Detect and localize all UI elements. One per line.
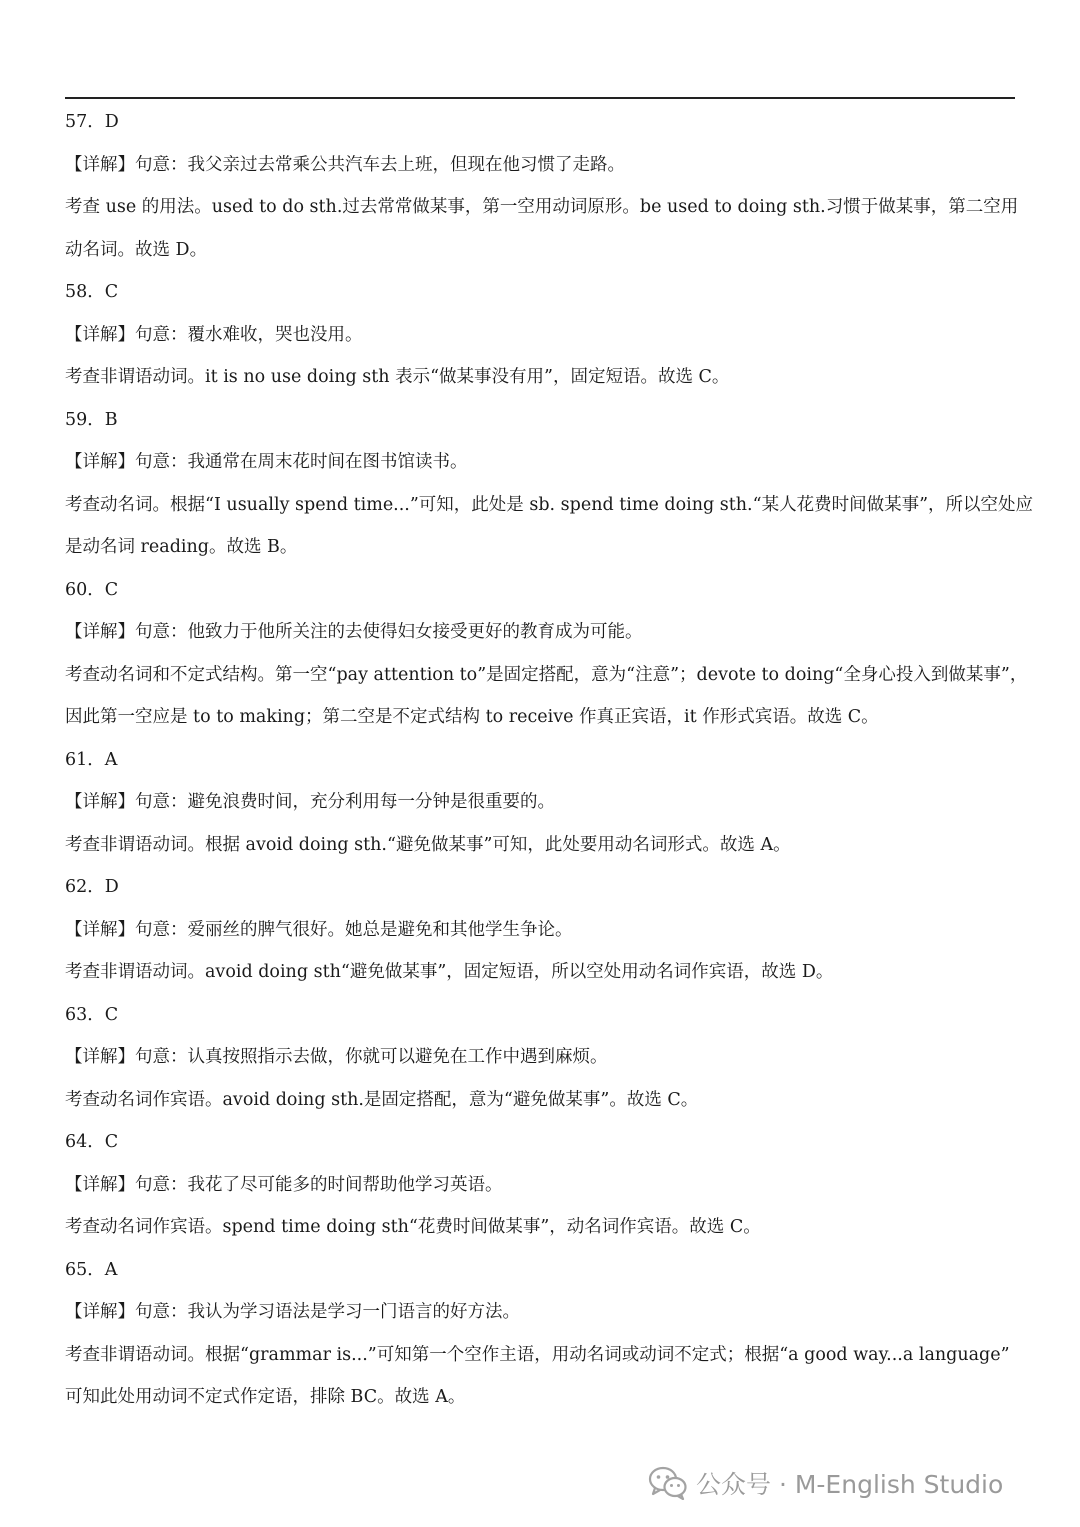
explanation-58-analysis: 考查非谓语动词。it is no use doing sth 表示“做某事没有用”，固定短语。故选 C。 [65, 367, 730, 387]
answer-57: 57．D [65, 112, 119, 132]
explanation-59-analysis: 考查动名词。根据“I usually spend time...”可知，此处是 sb. spend time doing sth.“某人花费时间做某事”，所以空处应 [65, 494, 1034, 515]
explanation-57-meaning: 【详解】句意：我父亲过去常乘公共汽车去上班，但现在他习惯了走路。 [65, 154, 625, 175]
explanation-61-analysis: 考查非谓语动词。根据 avoid doing sth.“避免做某事”可知，此处要用动名词形式。故选 A。 [65, 834, 791, 855]
explanation-59-analysis-cont: 是动名词 reading。故选 B。 [65, 537, 298, 557]
header-rule [65, 97, 1015, 99]
answer-explanations [65, 101, 1034, 1419]
explanation-63-analysis: 考查动名词作宾语。avoid doing sth.是固定搭配，意为“避免做某事”。故选 C。 [65, 1089, 699, 1110]
answer-63: 63．C [65, 1004, 119, 1025]
explanation-57-analysis-cont: 动名词。故选 D。 [65, 239, 208, 260]
answer-62: 62．D [65, 877, 119, 897]
explanation-65-analysis: 考查非谓语动词。根据“grammar is...”可知第一个空作主语，用动名词或动词不定式；根据“a good way...a language” [65, 1344, 1010, 1365]
answer-59: 59．B [65, 409, 118, 430]
explanation-60-analysis: 考查动名词和不定式结构。第一空“pay attention to”是固定搭配，意为“注意”；devote to doing“全身心投入到做某事”， [65, 664, 1028, 685]
answer-65: 65．A [65, 1259, 118, 1280]
explanation-58-meaning: 【详解】句意：覆水难收，哭也没用。 [65, 324, 363, 345]
explanation-65-meaning: 【详解】句意：我认为学习语法是学习一门语言的好方法。 [65, 1302, 520, 1322]
answer-61: 61．A [65, 749, 118, 770]
explanation-65-analysis-cont: 可知此处用动词不定式作定语，排除 BC。故选 A。 [65, 1387, 466, 1407]
explanation-63-meaning: 【详解】句意：认真按照指示去做，你就可以避免在工作中遇到麻烦。 [65, 1047, 608, 1067]
explanation-60-meaning: 【详解】句意：他致力于他所关注的去使得妇女接受更好的教育成为可能。 [65, 622, 643, 642]
explanation-64-meaning: 【详解】句意：我花了尽可能多的时间帮助他学习英语。 [65, 1174, 503, 1195]
wechat-icon [648, 1466, 688, 1500]
answer-64: 64．C [65, 1132, 119, 1152]
watermark-text: 公众号 · M-English Studio [696, 1470, 1004, 1499]
explanation-61-meaning: 【详解】句意：避免浪费时间，充分利用每一分钟是很重要的。 [65, 792, 555, 812]
explanation-59-meaning: 【详解】句意：我通常在周末花时间在图书馆读书。 [65, 452, 468, 472]
explanation-60-analysis-cont: 因此第一空应是 to to making；第二空是不定式结构 to receive 作真正宾语，it 作形式宾语。故选 C。 [65, 707, 879, 727]
answer-58: 58．C [65, 282, 119, 302]
explanation-62-meaning: 【详解】句意：爱丽丝的脾气很好。她总是避免和其他学生争论。 [65, 919, 573, 940]
explanation-64-analysis: 考查动名词作宾语。spend time doing sth“花费时间做某事”，动名词作宾语。故选 C。 [65, 1217, 761, 1237]
explanation-57-analysis: 考查 use 的用法。used to do sth.过去常常做某事，第一空用动词原形。be used to doing sth.习惯于做某事，第二空用 [65, 197, 1019, 217]
watermark [648, 1463, 1003, 1503]
answer-60: 60．C [65, 579, 119, 600]
explanation-62-analysis: 考查非谓语动词。avoid doing sth“避免做某事”，固定短语，所以空处用动名词作宾语，故选 D。 [65, 962, 834, 982]
